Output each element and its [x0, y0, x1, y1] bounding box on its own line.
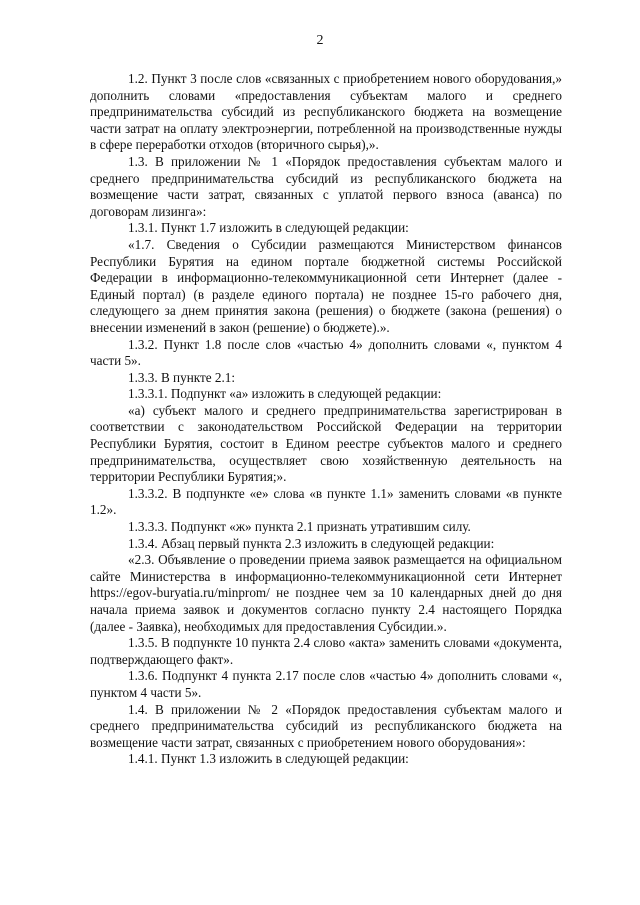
paragraph-1-3-3-3: 1.3.3.3. Подпункт «ж» пункта 2.1 признать утратившим силу.	[128, 519, 471, 535]
document-body	[90, 71, 562, 768]
paragraph-quote-2-3: «2.3. Объявление о проведении приема заявок размещается на официальном сайте Министерства в информационно-телекоммуникационной сети Интернет https://egov-buryatia.ru/minprom/ не позднее чем за 10 календарных дней до дня начала приема заявок и документов согласно пункту 2.4 настоящего Порядка (далее - Заявка), необходимых для предоставления Субсидии.».	[90, 552, 562, 634]
paragraph-1-3-3-1: 1.3.3.1. Подпункт «а» изложить в следующей редакции:	[128, 386, 442, 402]
paragraph-1-3-4: 1.3.4. Абзац первый пункта 2.3 изложить в следующей редакции:	[128, 535, 495, 551]
paragraph-1-3-5: 1.3.5. В подпункте 10 пункта 2.4 слово «акта» заменить словами «документа, подтверждающего факт».	[90, 635, 562, 667]
paragraph-1-3: 1.3. В приложении № 1 «Порядок предоставления субъектам малого и среднего предпринимательства субсидий из республиканского бюджета на возмещение части затрат, связанных с уплатой первого взноса (аванса) по договорам лизинга»:	[90, 153, 562, 219]
paragraph-1-3-3: 1.3.3. В пункте 2.1:	[128, 369, 236, 385]
paragraph-1-2: 1.2. Пункт 3 после слов «связанных с приобретением нового оборудования,» дополнить словами «предоставления субъектам малого и среднего предпринимательства субсидий из республиканского бюджета на возмещение части затрат на оплату электроэнергии, потребленной на производственные нужды в сфере переработки отходов (вторичного сырья),».	[90, 71, 562, 153]
page-number: 2	[316, 33, 324, 48]
paragraph-1-3-6: 1.3.6. Подпункт 4 пункта 2.17 после слов «частью 4» дополнить словами «, пунктом 4 части 5».	[90, 668, 562, 700]
paragraph-1-3-3-2: 1.3.3.2. В подпункте «е» слова «в пункте 1.1» заменить словами «в пункте 1.2».	[90, 485, 562, 518]
paragraph-1-3-1: 1.3.1. Пункт 1.7 изложить в следующей редакции:	[128, 220, 409, 236]
paragraph-quote-a: «а) субъект малого и среднего предпринимательства зарегистрирован в соответствии с законодательством Российской Федерации на территории Республики Бурятия, состоит в Едином реестре субъектов малого и среднего предпринимательства, осуществляет свою хозяйственную деятельность на территории Республики Бурятия;».	[90, 402, 562, 485]
paragraph-1-3-2: 1.3.2. Пункт 1.8 после слов «частью 4» дополнить словами «, пунктом 4 части 5».	[90, 336, 562, 369]
paragraph-quote-1-7: «1.7. Сведения о Субсидии размещаются Министерством финансов Республики Бурятия на едином портале бюджетной системы Российской Федерации в информационно-телекоммуникационной сети Интернет (далее - Единый портал) (в разделе единого портала) не позднее 15-го рабочего дня, следующего за днем принятия закона (решения) о бюджете (закона (решения) о внесении изменений в закон (решение) о бюджете).».	[90, 236, 562, 335]
paragraph-1-4: 1.4. В приложении № 2 «Порядок предоставления субъектам малого и среднего предпринимательства субсидий из республиканского бюджета на возмещение части затрат, связанных с приобретением нового оборудования»:	[90, 701, 562, 750]
paragraph-1-4-1: 1.4.1. Пункт 1.3 изложить в следующей редакции:	[128, 751, 409, 767]
